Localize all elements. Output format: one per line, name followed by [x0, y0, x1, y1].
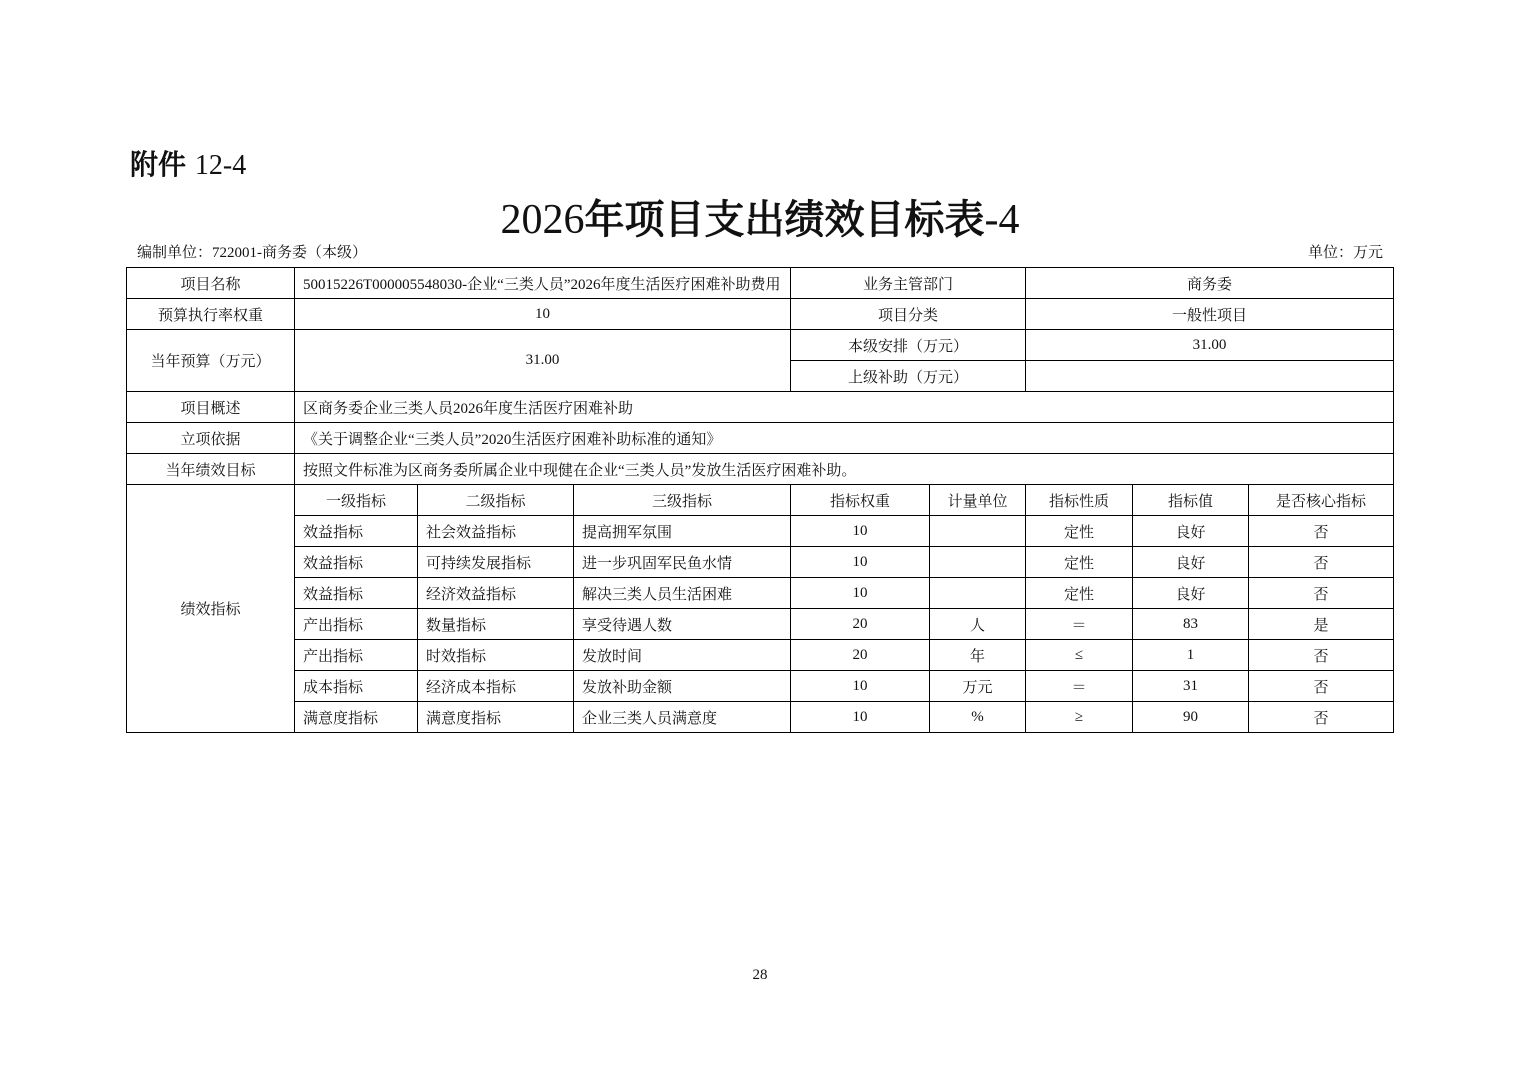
category-label: 项目分类: [791, 299, 1026, 330]
indicator-cell: 20: [791, 609, 930, 640]
performance-table: [126, 267, 1394, 733]
indicator-cell: 满意度指标: [418, 702, 574, 733]
indicator-cell: 10: [791, 702, 930, 733]
indicator-cell: 10: [791, 578, 930, 609]
indicator-header-cell: 计量单位: [930, 485, 1026, 516]
indicator-cell: 定性: [1026, 547, 1133, 578]
indicator-cell: 满意度指标: [295, 702, 418, 733]
indicator-cell: 良好: [1133, 547, 1249, 578]
indicator-cell: 时效指标: [418, 640, 574, 671]
indicator-cell: 效益指标: [295, 516, 418, 547]
local-label: 本级安排（万元）: [791, 330, 1026, 361]
project-name-label: 项目名称: [127, 268, 295, 299]
overview-value: 区商务委企业三类人员2026年度生活医疗困难补助: [295, 392, 1394, 423]
indicator-cell: %: [930, 702, 1026, 733]
weight-value: 10: [295, 299, 791, 330]
indicator-cell: 20: [791, 640, 930, 671]
indicator-cell: 万元: [930, 671, 1026, 702]
indicator-cell: 良好: [1133, 578, 1249, 609]
indicator-cell: 产出指标: [295, 609, 418, 640]
indicator-cell: 社会效益指标: [418, 516, 574, 547]
indicator-cell: 数量指标: [418, 609, 574, 640]
indicator-cell: ＝: [1026, 609, 1133, 640]
indicator-cell: 否: [1249, 640, 1394, 671]
indicator-row: [127, 547, 1394, 578]
indicator-row: [127, 671, 1394, 702]
indicator-row: [127, 516, 1394, 547]
title-suffix: -4: [984, 197, 1020, 243]
indicator-header-cell: 一级指标: [295, 485, 418, 516]
indicator-cell: 人: [930, 609, 1026, 640]
indicator-cell: ≥: [1026, 702, 1133, 733]
org-unit: 编制单位：722001-商务委（本级）: [137, 245, 367, 261]
indicators-label: 绩效指标: [127, 485, 295, 733]
indicator-cell: 定性: [1026, 578, 1133, 609]
indicator-cell: 良好: [1133, 516, 1249, 547]
indicator-cell: 10: [791, 547, 930, 578]
indicator-cell: 解决三类人员生活困难: [574, 578, 791, 609]
indicator-cell: 经济效益指标: [418, 578, 574, 609]
indicator-cell: 享受待遇人数: [574, 609, 791, 640]
attachment-number: 12-4: [194, 150, 247, 181]
indicator-cell: 10: [791, 516, 930, 547]
basis-value: 《关于调整企业“三类人员”2020生活医疗困难补助标准的通知》: [295, 423, 1394, 454]
indicator-cell: 否: [1249, 671, 1394, 702]
indicator-cell: ≤: [1026, 640, 1133, 671]
budget-value: 31.00: [295, 330, 791, 392]
indicator-cell: ＝: [1026, 671, 1133, 702]
attachment-word: 附件: [130, 148, 187, 181]
indicator-header-row: [127, 485, 1394, 516]
indicator-cell: 否: [1249, 547, 1394, 578]
indicator-cell: [930, 547, 1026, 578]
indicator-cell: 经济成本指标: [418, 671, 574, 702]
indicator-row: [127, 640, 1394, 671]
page-number: 28: [752, 967, 768, 983]
category-value: 一般性项目: [1026, 299, 1394, 330]
superior-label: 上级补助（万元）: [791, 361, 1026, 392]
goal-value: 按照文件标准为区商务委所属企业中现健在企业“三类人员”发放生活医疗困难补助。: [295, 454, 1394, 485]
indicator-cell: 90: [1133, 702, 1249, 733]
indicator-cell: [930, 516, 1026, 547]
local-value: 31.00: [1026, 330, 1394, 361]
indicator-cell: 定性: [1026, 516, 1133, 547]
indicator-cell: 产出指标: [295, 640, 418, 671]
indicator-cell: 否: [1249, 578, 1394, 609]
title-year: 2026: [500, 197, 585, 243]
indicator-cell: 10: [791, 671, 930, 702]
indicator-cell: 年: [930, 640, 1026, 671]
budget-label: 当年预算（万元）: [127, 330, 295, 392]
indicator-cell: 可持续发展指标: [418, 547, 574, 578]
indicator-row: [127, 578, 1394, 609]
attachment-label: [130, 143, 246, 183]
money-unit: 单位：万元: [1307, 245, 1383, 261]
project-name-value: 50015226T000005548030-企业“三类人员”2026年度生活医疗困难补助费用: [295, 268, 791, 299]
superior-value: [1026, 361, 1394, 392]
indicator-cell: 效益指标: [295, 547, 418, 578]
indicator-header-cell: 三级指标: [574, 485, 791, 516]
indicator-row: [127, 609, 1394, 640]
indicator-cell: 31: [1133, 671, 1249, 702]
indicator-cell: 否: [1249, 516, 1394, 547]
dept-value: 商务委: [1026, 268, 1394, 299]
indicator-cell: 发放补助金额: [574, 671, 791, 702]
indicator-cell: 发放时间: [574, 640, 791, 671]
indicator-cell: 提高拥军氛围: [574, 516, 791, 547]
indicator-cell: 否: [1249, 702, 1394, 733]
indicator-cell: 企业三类人员满意度: [574, 702, 791, 733]
goal-label: 当年绩效目标: [127, 454, 295, 485]
indicator-cell: 成本指标: [295, 671, 418, 702]
indicator-cell: 1: [1133, 640, 1249, 671]
indicator-cell: 是: [1249, 609, 1394, 640]
indicator-header-cell: 指标权重: [791, 485, 930, 516]
basis-label: 立项依据: [127, 423, 295, 454]
indicator-header-cell: 二级指标: [418, 485, 574, 516]
page-title: [0, 188, 1520, 245]
indicator-header-cell: 指标值: [1133, 485, 1249, 516]
indicator-cell: 效益指标: [295, 578, 418, 609]
indicator-cell: 83: [1133, 609, 1249, 640]
title-text: 年项目支出绩效目标表: [584, 196, 985, 243]
indicator-row: [127, 702, 1394, 733]
weight-label: 预算执行率权重: [127, 299, 295, 330]
dept-label: 业务主管部门: [791, 268, 1026, 299]
overview-label: 项目概述: [127, 392, 295, 423]
indicator-cell: 进一步巩固军民鱼水情: [574, 547, 791, 578]
indicator-header-cell: 指标性质: [1026, 485, 1133, 516]
indicator-cell: [930, 578, 1026, 609]
indicator-header-cell: 是否核心指标: [1249, 485, 1394, 516]
